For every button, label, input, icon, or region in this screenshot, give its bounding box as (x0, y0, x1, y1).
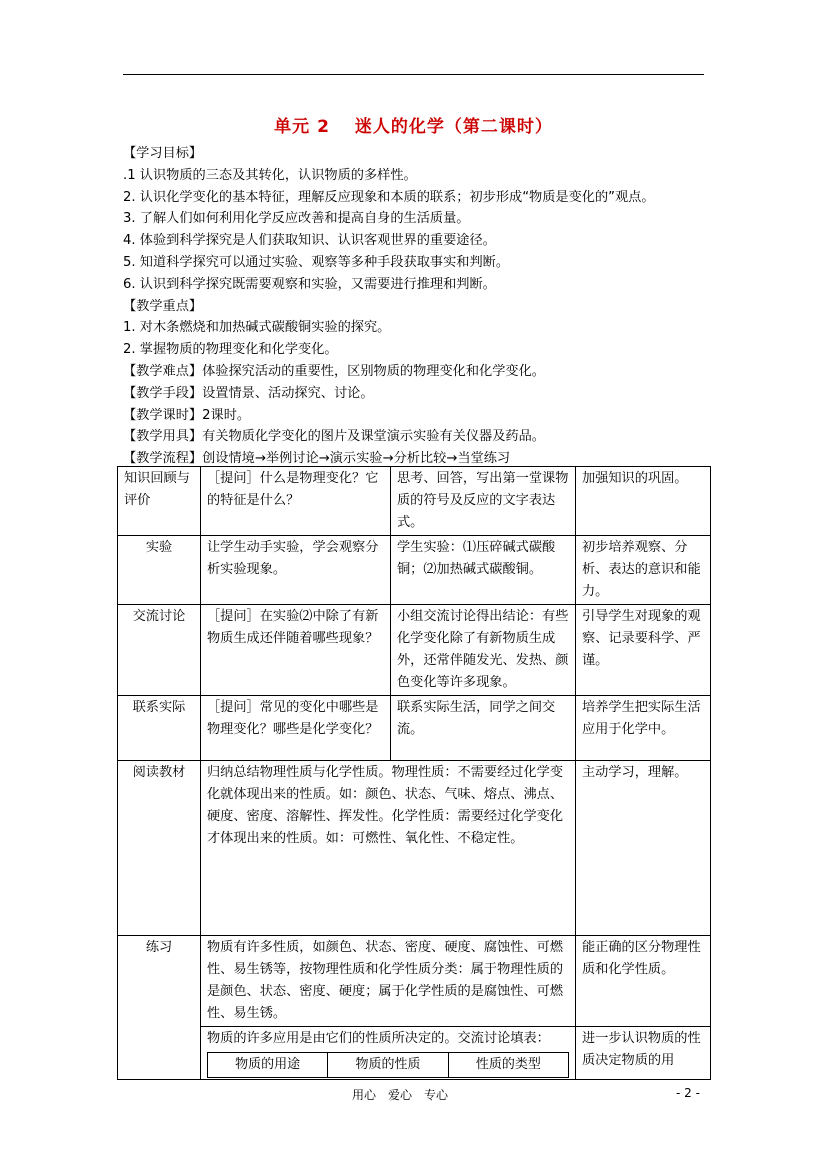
objective-line: .1 认识物质的三态及其转化，认识物质的多样性。 (123, 167, 417, 183)
stage-cell: 练习 (118, 936, 201, 1080)
student-activity-cell: 小组交流讨论得出结论：有些化学变化除了有新物质生成外，还常伴随发光、发热、颜色变化等许多现象。 (391, 605, 576, 696)
intent-cell: 初步培养观察、分析、表达的意识和能力。 (576, 536, 711, 605)
intent-cell: 主动学习，理解。 (576, 761, 711, 936)
student-activity-cell: 联系实际生活，同学之间交流。 (391, 696, 576, 761)
table-row (118, 696, 711, 761)
teacher-activity-cell: ［提问］什么是物理变化？它的特征是什么？ (201, 467, 391, 536)
section-heading: 【教学重点】 (123, 298, 203, 314)
objective-line: 2. 认识化学变化的基本特征，理解反应现象和本质的联系；初步形成“物质是变化的”观点。 (123, 189, 655, 205)
teacher-activity-cell: 让学生动手实验，学会观察分析实验现象。 (201, 536, 391, 605)
period-line: 【教学课时】2课时。 (123, 407, 251, 423)
intent-cell: 引导学生对现象的观察、记录要科学、严谨。 (576, 605, 711, 696)
objective-line: 5. 知道科学探究可以通过实验、观察等多种手段获取事实和判断。 (123, 254, 510, 270)
method-line: 【教学手段】设置情景、活动探究、讨论。 (123, 385, 374, 401)
objective-line: 6. 认识到科学探究既需要观察和实验，又需要进行推理和判断。 (123, 276, 496, 292)
teacher-activity-cell: ［提问］常见的变化中哪些是物理变化？哪些是化学变化？ (201, 696, 391, 761)
objectives-block (123, 143, 713, 470)
practice-content-cell: 物质有许多性质，如颜色、状态、密度、硬度、腐蚀性、可燃性、易生锈等，按物理性质和化学性质分类：属于物理性质的是颜色、状态、密度、硬度；属于化学性质的是腐蚀性、可燃性、易生锈。 (201, 936, 576, 1027)
column-header: 性质的类型 (448, 1053, 568, 1078)
stage-cell: 实验 (118, 536, 201, 605)
key-point-line: 1. 对木条燃烧和加热碱式碳酸铜实验的探究。 (123, 320, 391, 336)
table-row (118, 467, 711, 536)
lesson-flow-table (117, 466, 711, 1080)
table-row (118, 936, 711, 1027)
student-activity-cell: 思考、回答，写出第一堂课物质的符号及反应的文字表达式。 (391, 467, 576, 536)
column-header: 物质的性质 (328, 1053, 448, 1078)
column-header: 物质的用途 (208, 1053, 328, 1078)
practice-table-cell (201, 1027, 576, 1080)
intent-cell: 培养学生把实际生活应用于化学中。 (576, 696, 711, 761)
page-title: 单元 2 迷人的化学（第二课时） (274, 117, 553, 137)
properties-table (207, 1052, 569, 1078)
student-activity-cell: 学生实验：⑴压碎碱式碳酸铜；⑵加热碱式碳酸铜。 (391, 536, 576, 605)
reading-content-cell: 归纳总结物理性质与化学性质。物理性质：不需要经过化学变化就体现出来的性质。如：颜色、状态、气味、熔点、沸点、硬度、密度、溶解性、挥发性。化学性质：需要经过化学变化才体现出来的性质。如：可燃性、氧化性、不稳定性。 (201, 761, 576, 936)
table-row (118, 761, 711, 936)
materials-line: 【教学用具】有关物质化学变化的图片及课堂演示实验有关仪器及药品。 (123, 429, 545, 445)
stage-cell: 交流讨论 (118, 605, 201, 696)
stage-cell: 联系实际 (118, 696, 201, 761)
practice-prompt: 物质的许多应用是由它们的性质所决定的。交流讨论填表： (207, 1031, 550, 1046)
table-row (118, 536, 711, 605)
difficulty-line: 【教学难点】体验探究活动的重要性，区别物质的物理变化和化学变化。 (123, 363, 545, 379)
objective-line: 3. 了解人们如何利用化学反应改善和提高自身的生活质量。 (123, 211, 470, 227)
header-rule (123, 74, 704, 75)
teacher-activity-cell: ［提问］在实验⑵中除了有新物质生成还伴随着哪些现象？ (201, 605, 391, 696)
section-heading: 【学习目标】 (123, 146, 203, 161)
stage-cell: 知识回顾与评价 (118, 467, 201, 536)
footer-text: 用心 爱心 专心 (352, 1088, 449, 1102)
key-point-line: 2. 掌握物质的物理变化和化学变化。 (123, 342, 338, 358)
intent-cell: 进一步认识物质的性质决定物质的用 (576, 1027, 711, 1080)
table-row (208, 1053, 569, 1078)
intent-cell: 能正确的区分物理性质和化学性质。 (576, 936, 711, 1027)
objective-line: 4. 体验到科学探究是人们获取知识、认识客观世界的重要途径。 (123, 233, 496, 249)
page-number: - 2 - (676, 1086, 700, 1100)
table-row (118, 1027, 711, 1080)
intent-cell: 加强知识的巩固。 (576, 467, 711, 536)
stage-cell: 阅读教材 (118, 761, 201, 936)
table-row (118, 605, 711, 696)
process-line: 【教学流程】创设情境→举例讨论→演示实验→分析比较→当堂练习 (123, 451, 511, 467)
